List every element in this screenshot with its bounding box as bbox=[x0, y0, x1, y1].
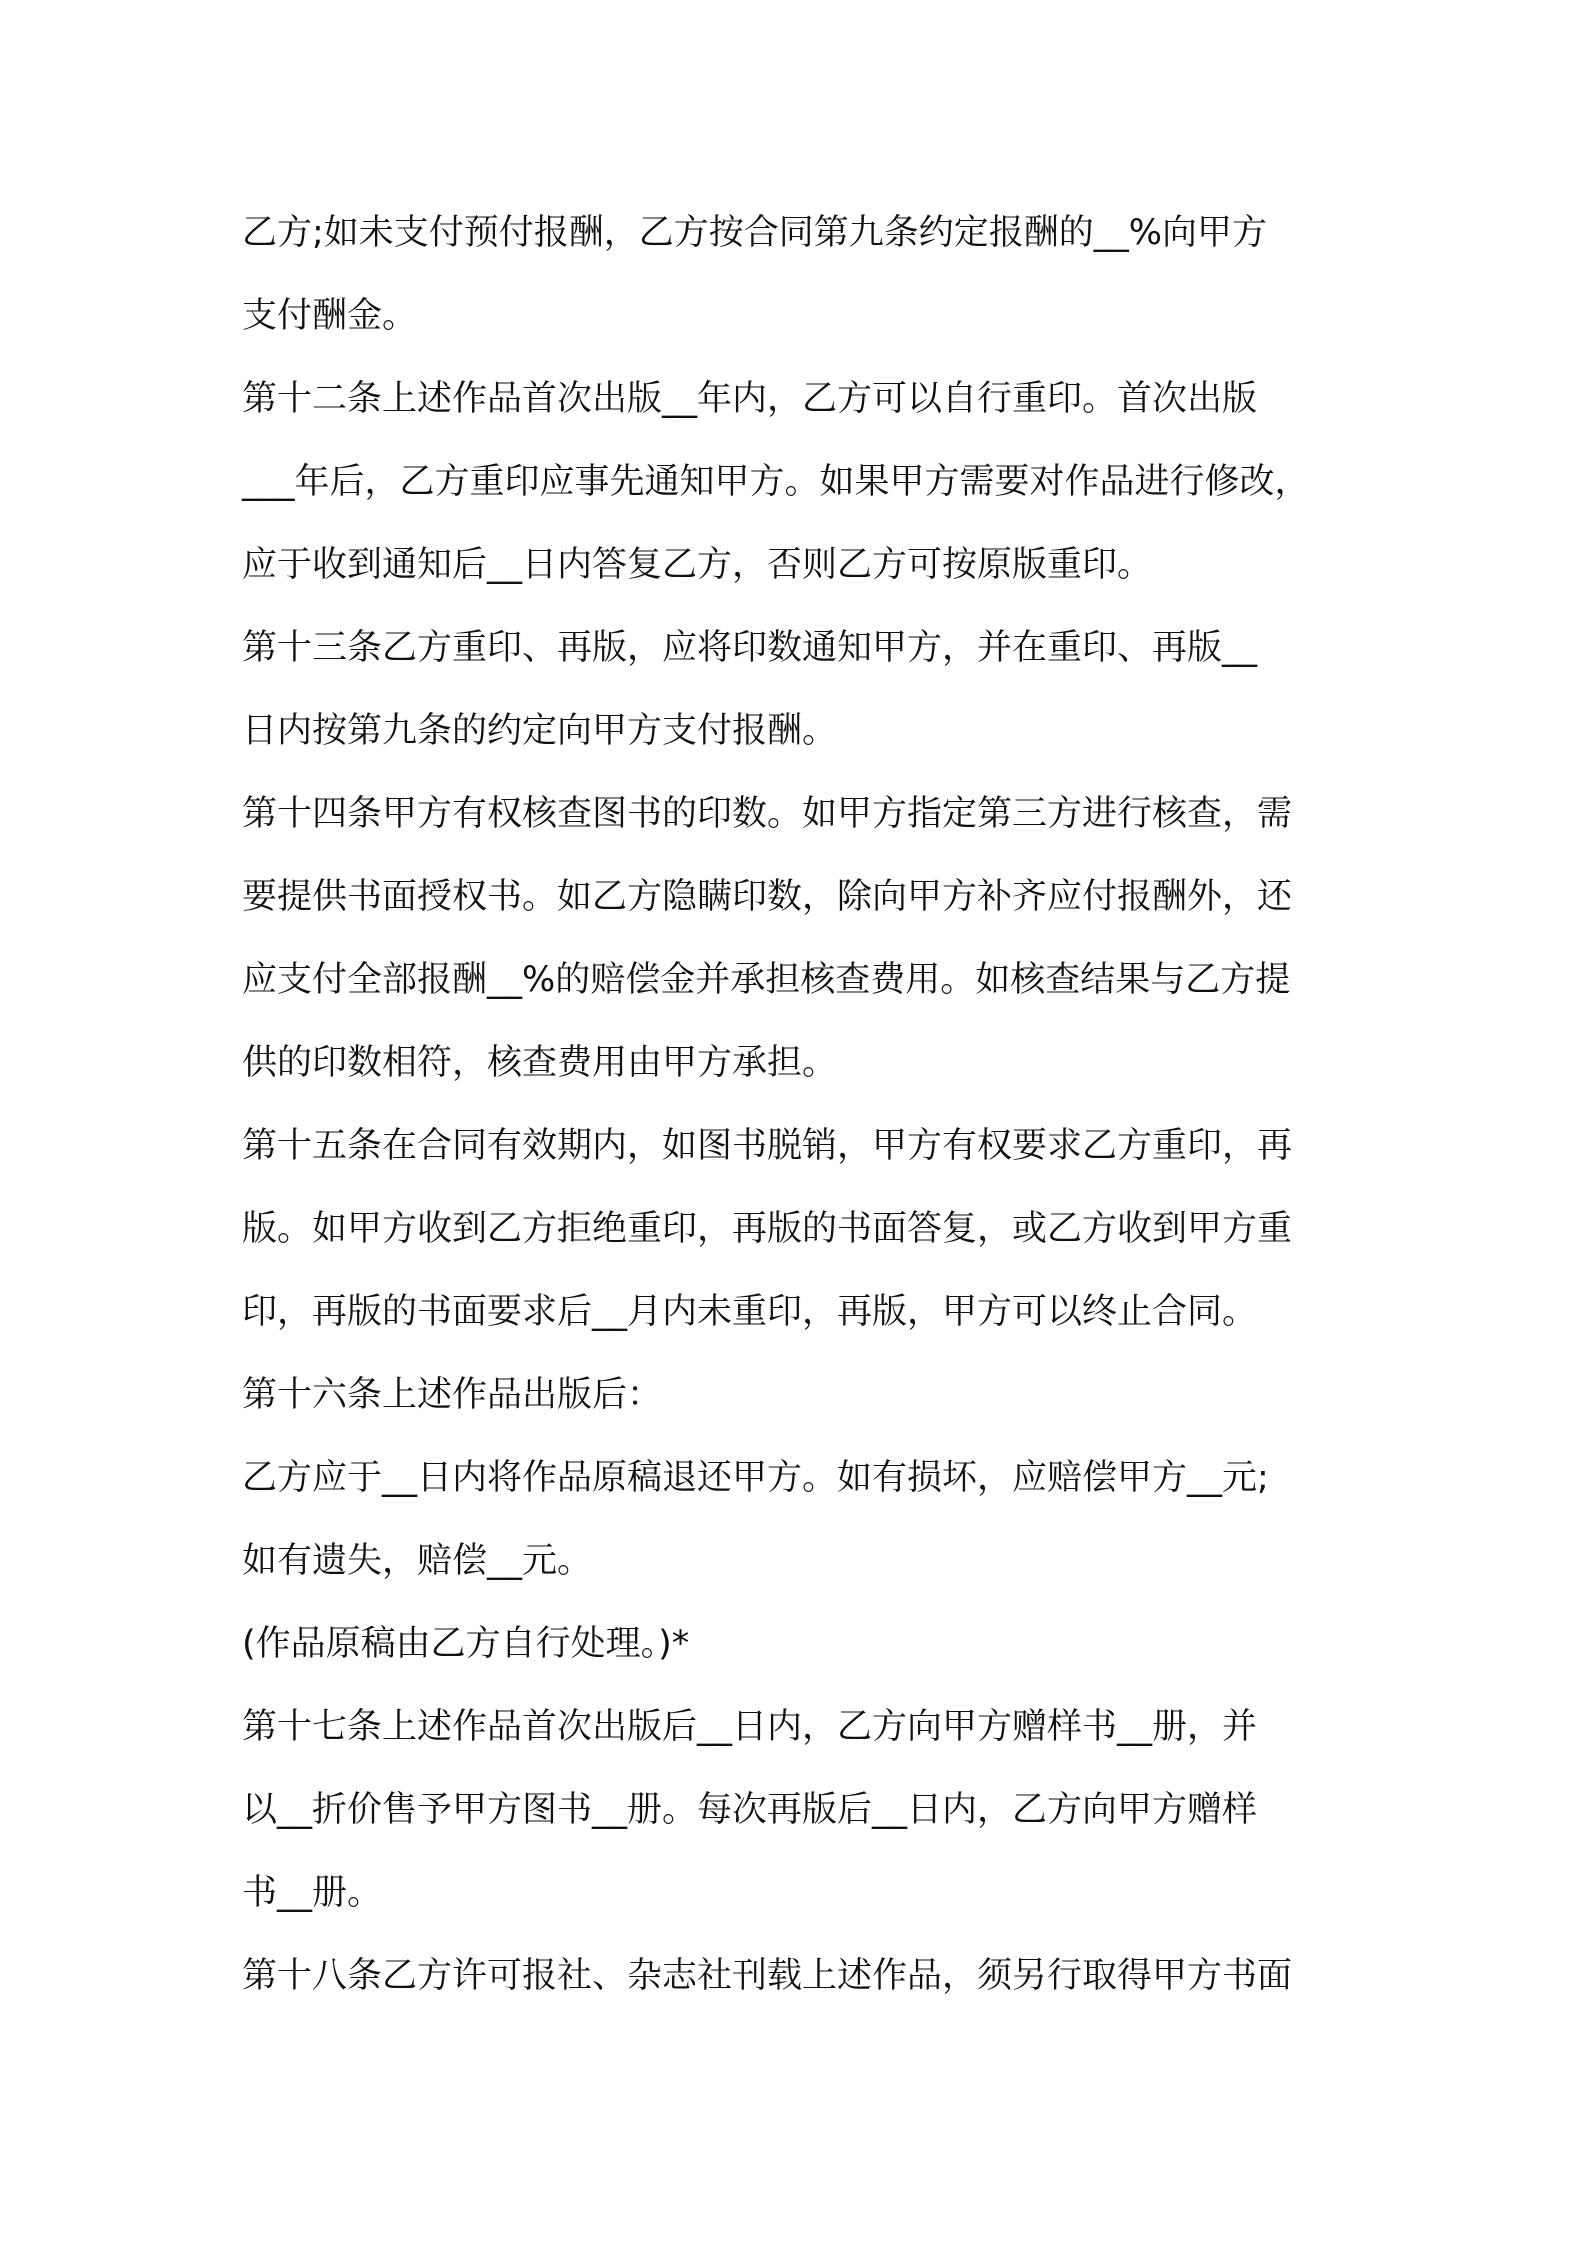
text-line: 供的印数相符，核查费用由甲方承担。 bbox=[242, 1043, 838, 1083]
text-line: 第十五条在合同有效期内，如图书脱销，甲方有权要求乙方重印，再 bbox=[242, 1126, 1293, 1166]
contract-text bbox=[242, 192, 1364, 2018]
text-line: 第十三条乙方重印、再版，应将印数通知甲方，并在重印、再版__ bbox=[242, 628, 1258, 668]
text-line: 印，再版的书面要求后__月内未重印，再版，甲方可以终止合同。 bbox=[242, 1292, 1258, 1332]
text-line: 支付酬金。 bbox=[242, 296, 418, 336]
text-line: 第十六条上述作品出版后： bbox=[242, 1375, 663, 1415]
text-line: 第十四条甲方有权核查图书的印数。如甲方指定第三方进行核查，需 bbox=[242, 794, 1293, 834]
text-line: 如有遗失，赔偿__元。 bbox=[242, 1541, 593, 1581]
text-line: 日内按第九条的约定向甲方支付报酬。 bbox=[242, 711, 838, 751]
text-line: 应于收到通知后__日内答复乙方，否则乙方可按原版重印。 bbox=[242, 545, 1153, 585]
text-line: 书__册。 bbox=[242, 1873, 383, 1913]
text-line: 第十七条上述作品首次出版后__日内，乙方向甲方赠样书__册，并 bbox=[242, 1707, 1258, 1747]
text-line: 乙方;如未支付预付报酬，乙方按合同第九条约定报酬的__%向甲方 bbox=[242, 213, 1268, 253]
text-line: 版。如甲方收到乙方拒绝重印，再版的书面答复，或乙方收到甲方重 bbox=[242, 1209, 1293, 1249]
text-line: 第十八条乙方许可报社、杂志社刊载上述作品，须另行取得甲方书面 bbox=[242, 1956, 1293, 1996]
text-line: 以__折价售予甲方图书__册。每次再版后__日内，乙方向甲方赠样 bbox=[242, 1790, 1258, 1830]
text-line: 第十二条上述作品首次出版__年内，乙方可以自行重印。首次出版 bbox=[242, 379, 1258, 419]
text-line: ___年后，乙方重印应事先通知甲方。如果甲方需要对作品进行修改， bbox=[242, 462, 1310, 502]
text-line: 乙方应于__日内将作品原稿退还甲方。如有损坏，应赔偿甲方__元; bbox=[242, 1458, 1269, 1498]
text-line: 要提供书面授权书。如乙方隐瞒印数，除向甲方补齐应付报酬外，还 bbox=[242, 877, 1293, 917]
text-line: 应支付全部报酬__%的赔偿金并承担核查费用。如核查结果与乙方提 bbox=[242, 960, 1291, 1000]
text-line: (作品原稿由乙方自行处理。)* bbox=[242, 1624, 690, 1664]
